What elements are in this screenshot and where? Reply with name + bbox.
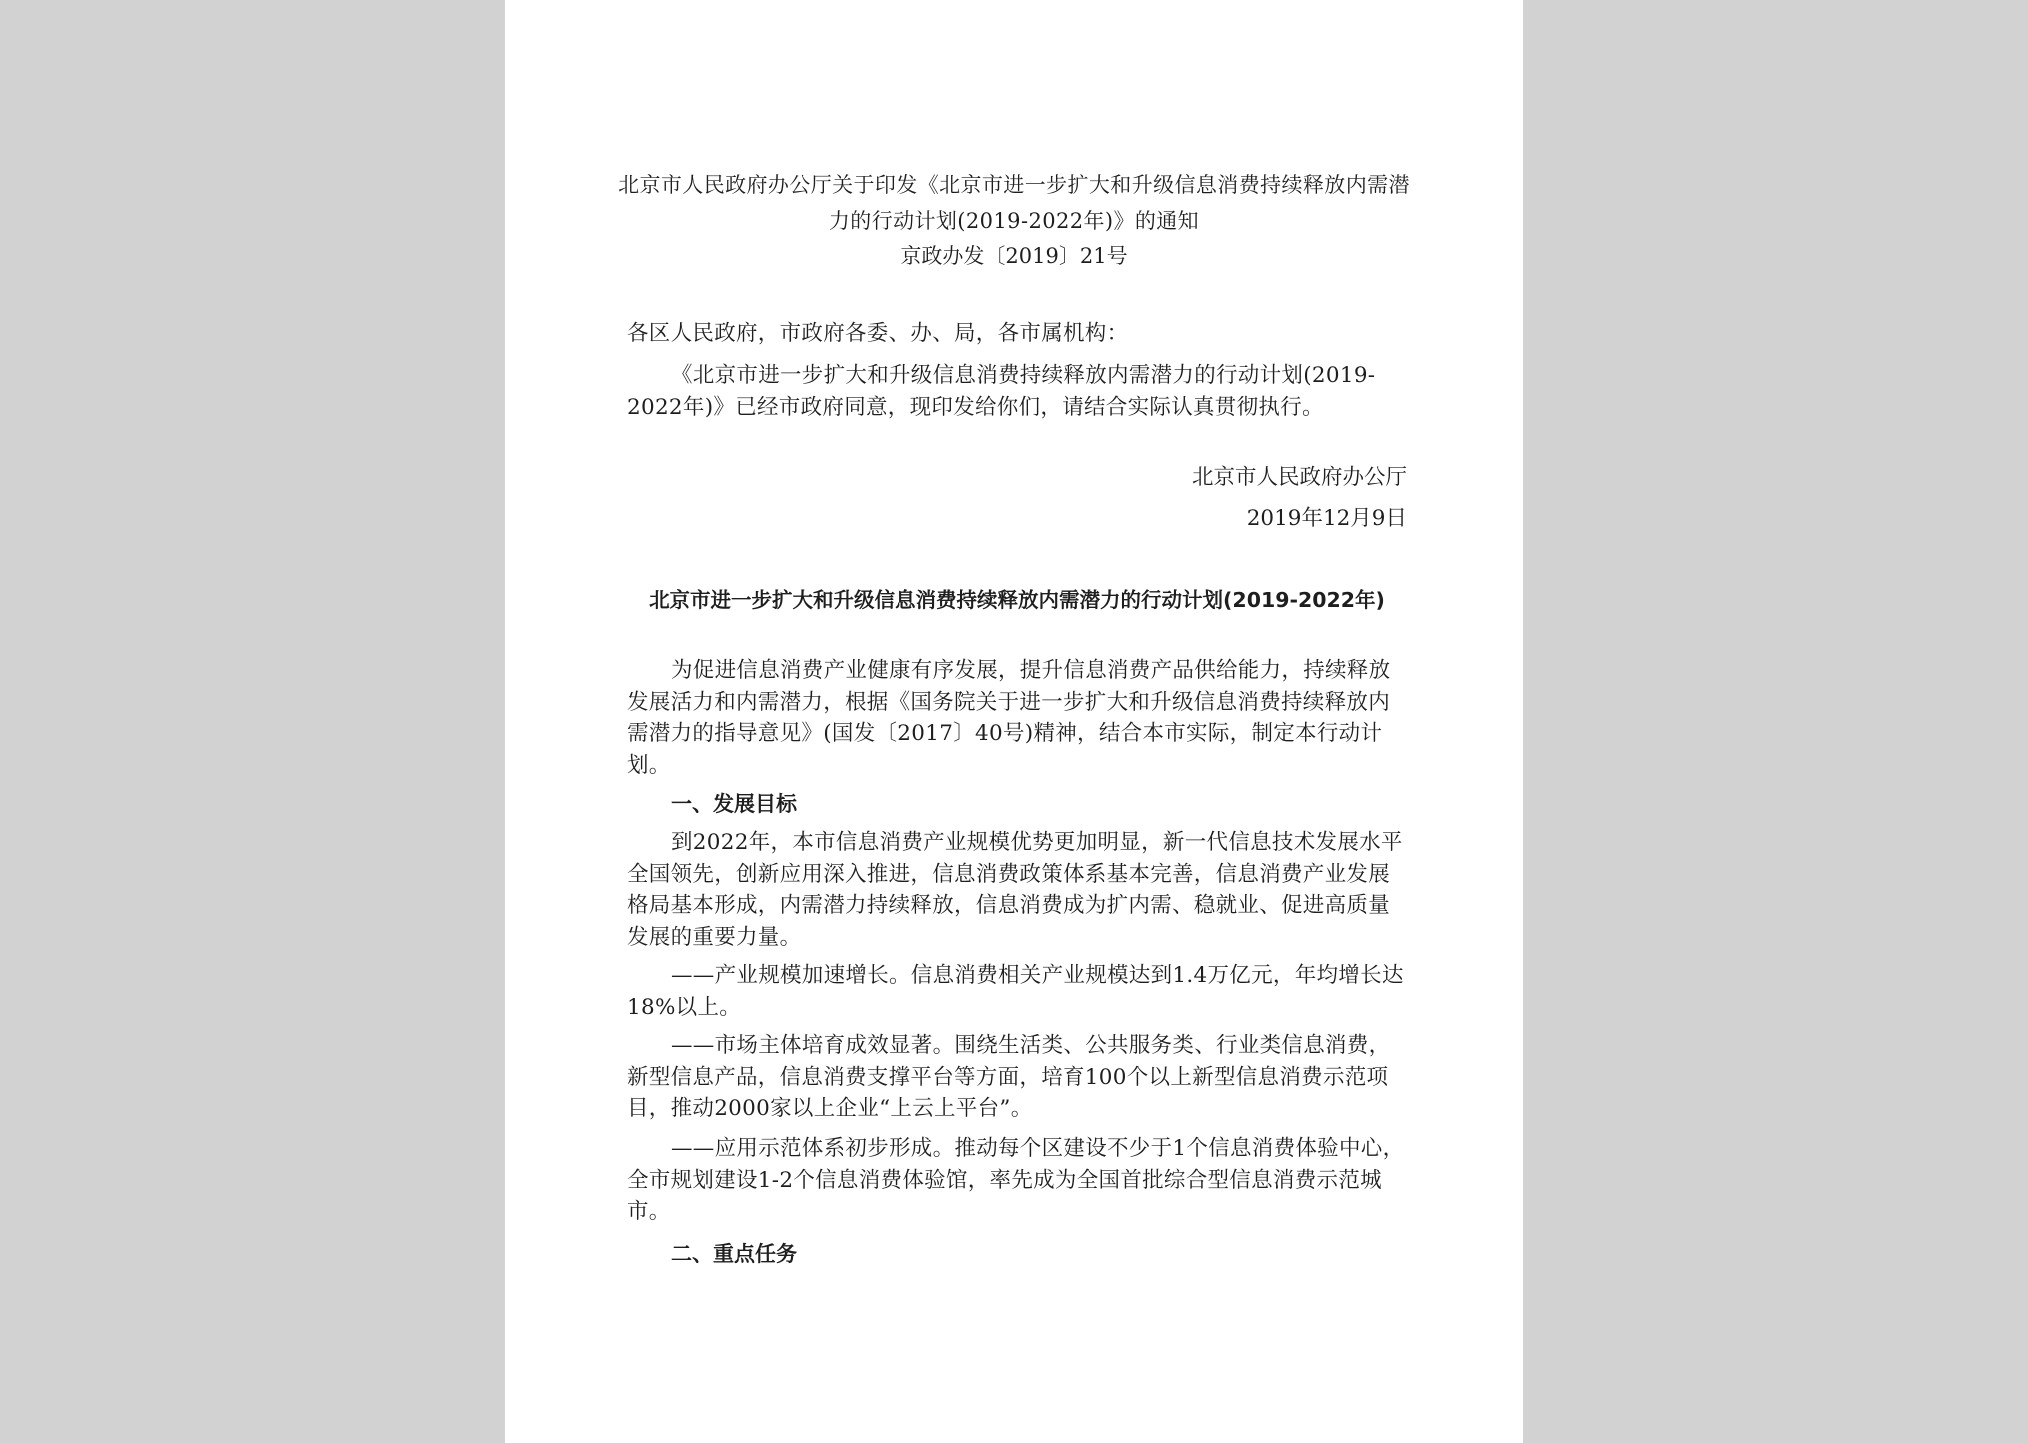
- section-heading-key-tasks: 二、重点任务: [671, 1242, 797, 1266]
- issuer-signature: 北京市人民政府办公厅: [1191, 465, 1407, 490]
- goal-demonstration-system: ——应用示范体系初步形成。推动每个区建设不少于1个信息消费体验中心，全市规划建设1-2个信息消费体验馆，率先成为全国首批综合型信息消费示范城市。: [627, 1136, 1405, 1224]
- issue-date: 2019年12月9日: [1246, 506, 1407, 531]
- notice-title: 北京市人民政府办公厅关于印发《北京市进一步扩大和升级信息消费持续释放内需潜力的行动计划(2019-2022年)》的通知: [618, 173, 1410, 233]
- document-page: [505, 0, 1523, 1443]
- document-number: 京政办发〔2019〕21号: [900, 244, 1128, 268]
- notice-body: 《北京市进一步扩大和升级信息消费持续释放内需潜力的行动计划(2019-2022年)》已经市政府同意，现印发给你们，请结合实际认真贯彻执行。: [627, 363, 1376, 420]
- goal-market-entities: ——市场主体培育成效显著。围绕生活类、公共服务类、行业类信息消费，新型信息产品，信息消费支撑平台等方面，培育100个以上新型信息消费示范项目，推动2000家以上企业“上云上平台”。: [627, 1033, 1391, 1121]
- addressee-line: 各区人民政府，市政府各委、办、局，各市属机构：: [627, 321, 1129, 346]
- goal-industry-scale: ——产业规模加速增长。信息消费相关产业规模达到1.4万亿元，年均增长达18%以上。: [627, 963, 1404, 1020]
- goals-paragraph: 到2022年，本市信息消费产业规模优势更加明显，新一代信息技术发展水平全国领先，创新应用深入推进，信息消费政策体系基本完善，信息消费产业发展格局基本形成，内需潜力持续释放，信息消费成为扩内需、稳就业、促进高质量发展的重要力量。: [627, 830, 1403, 950]
- plan-title: 北京市进一步扩大和升级信息消费持续释放内需潜力的行动计划(2019-2022年): [649, 588, 1385, 612]
- section-heading-goals: 一、发展目标: [671, 792, 797, 816]
- plan-intro-paragraph: 为促进信息消费产业健康有序发展，提升信息消费产品供给能力，持续释放发展活力和内需潜力，根据《国务院关于进一步扩大和升级信息消费持续释放内需潜力的指导意见》(国发〔2017〕40号)精神，结合本市实际，制定本行动计划。: [627, 658, 1391, 778]
